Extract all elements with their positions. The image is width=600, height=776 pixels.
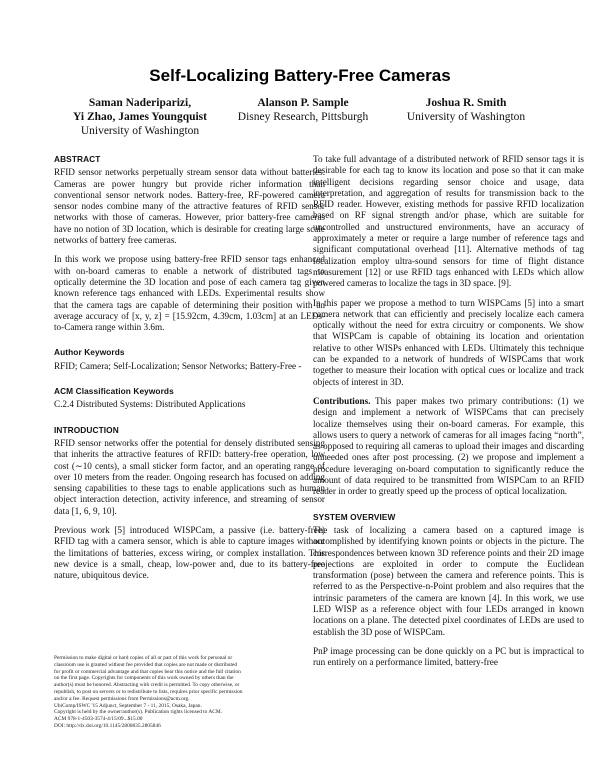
abstract-heading: ABSTRACT bbox=[54, 154, 101, 164]
body-paragraph: In this paper we propose a method to turn WISPCams [5] into a smart camera network that can efficiently and precisely localize each camera optically without the need for extra circuitry or components. We show that WISPCam is capable of obtaining its location and orientation relative to other WISPs enhanced with LEDs. Ultimately this technique can be expanded to a network of hundreds of WISPCams that work together to measure their location with optical cues or localize and track objects of interest in 3D. bbox=[313, 297, 584, 387]
author-block-2 bbox=[218, 96, 388, 124]
footnote-line: for profit or commercial advantage and that copies bear this notice and the full citation bbox=[54, 668, 241, 675]
keywords-text: RFID; Camera; Self-Localization; Sensor Networks; Battery-Free - bbox=[54, 360, 302, 371]
author-block-1 bbox=[60, 96, 220, 138]
system-overview-heading: SYSTEM OVERVIEW bbox=[313, 511, 396, 522]
footnote-line: on the first page. Copyrights for components of this work owned by others than the bbox=[54, 675, 234, 682]
author-affiliation: University of Washington bbox=[406, 111, 526, 123]
acm-heading: ACM Classification Keywords bbox=[54, 386, 174, 397]
intro-paragraph: RFID sensor networks offer the potential for densely distributed sensing that inherits the attractive features of RFID: battery-free operation, low cost (∼10 cents), a small sticker form factor, and an operating range of over 10 meters from the reader. Ongoing research has focused on adding sensing capabilities to these tags to enable applications such as human object interaction detection, activity inference, and streaming of sensor data [1, 6, 9, 10]. bbox=[54, 437, 325, 516]
footnote-line: author(s) must be honored. Abstracting with credit is permitted. To copy otherwise, or bbox=[54, 682, 240, 689]
footnote-line: and/or a fee. Request permissions from Permissions@acm.org. bbox=[54, 695, 190, 702]
copyright-footnote bbox=[54, 655, 322, 730]
author-block-3 bbox=[386, 96, 546, 124]
acm-text: C.2.4 Distributed Systems: Distributed Applications bbox=[54, 399, 246, 410]
author-names: Saman Naderiparizi, bbox=[88, 97, 192, 109]
keywords-heading: Author Keywords bbox=[54, 347, 125, 358]
right-column bbox=[313, 154, 584, 676]
author-names: Joshua R. Smith bbox=[425, 97, 507, 109]
footnote-line: ACM 978-1-4503-3574-4/15/09...$15.00 bbox=[54, 716, 143, 723]
left-column bbox=[54, 154, 325, 590]
footnote-line: DOI: http://dx.doi.org/10.1145/2800835.2805846 bbox=[54, 722, 161, 729]
body-paragraph: To take full advantage of a distributed network of RFID sensor tags it is desirable for each tag to know its location and pose so that it can make intelligent decisions regarding sensor choice and usage, data interpretation, and aggregation of results for transmission back to the RFID reader. However, existing methods for passive RFID localization based on RF signal strength and/or phase, which are suitable for uncontrolled and unstructured environments, have an accuracy of approximately a meter or require a large number of reference tags and significant computational overhead [11]. Alternative methods of tag localization employ ultra-sound sensors for time of flight distance measurement [12] or use RFID tags enhanced with LEDs which allow powered cameras to localize the tags in 3D space. [9]. bbox=[313, 154, 584, 289]
author-names: Alanson P. Sample bbox=[257, 97, 349, 109]
paper-title: Self-Localizing Battery-Free Cameras bbox=[149, 66, 451, 85]
author-affiliation: University of Washington bbox=[80, 125, 200, 137]
footnote-line: Permission to make digital or hard copies of all or part of this work for personal or bbox=[54, 655, 233, 661]
body-paragraph: The task of localizing a camera based on a captured image is accomplished by identifying known points or objects in the picture. The correspondences between known 3D reference points and their 2D image projections are exploited in order to compute the Euclidean transformation (pose) between the camera and reference points. This is referred to as the Perspective-n-Point problem and also requires that the intrinsic parameters of the camera are known [4]. In this work, we use LED WISP as a reference object with four LEDs arranged in known locations on a plane. The detected pixel coordinates of LEDs are used to establish the 3D pose of WISPCam. bbox=[313, 524, 584, 637]
introduction-heading: INTRODUCTION bbox=[54, 424, 119, 435]
abstract-paragraph: RFID sensor networks perpetually stream sensor data without batteries. Cameras are power hungry but provide richer information than conventional sensor network nodes. Battery-free, RF-powered camera sensor nodes combine many of the attractive features of RFID sensor networks with those of cameras. However, prior battery-free cameras have no notion of 3D location, which is desirable for creating large scale networks of battery free cameras. bbox=[54, 167, 325, 246]
author-affiliation: Disney Research, Pittsburgh bbox=[237, 111, 369, 123]
intro-paragraph: Previous work [5] introduced WISPCam, a passive (i.e. battery-free) RFID tag with a camera sensor, which is able to capture images without the limitations of batteries, excess wiring, or complex installation. This new device is a small, cheap, low-power and, due to its battery-free nature, ubiquitous device. bbox=[54, 525, 325, 581]
contributions-paragraph bbox=[313, 396, 584, 498]
contributions-label: Contributions. bbox=[313, 395, 371, 406]
footnote-line: Copyright is held by the owner/author(s). Publication rights licensed to ACM. bbox=[54, 709, 222, 716]
author-names: Yi Zhao, James Youngquist bbox=[73, 111, 207, 123]
body-paragraph: PnP image processing can be done quickly on a PC but is impractical to run entirely on a performance limited, battery-free bbox=[313, 645, 584, 668]
contributions-text: This paper makes two primary contributions: (1) we design and implement a network of WISPCams that can precisely localize themselves using their on-board cameras. For example, this allows users to query a network of cameras for all images facing “north”, as opposed to requiring all cameras to upload their images and discarding unneeded ones after post processing. (2) we propose and implement a procedure leveraging on-board computation to significantly reduce the amount of data required to be transmitted from WISPCam to an RFID reader in order to greatly speed up the process of optical localization. bbox=[313, 395, 584, 497]
footnote-line: UbiComp/ISWC '15 Adjunct, September 7 - 11, 2015, Osaka, Japan. bbox=[54, 702, 202, 709]
footnote-line: classroom use is granted without fee provided that copies are not made or distributed bbox=[54, 661, 238, 668]
abstract-paragraph: In this work we propose using battery-free RFID sensor tags enhanced with on-board cameras to enable a network of distributed tags to optically determine the 3D location and pose of each camera tag given known reference tags enhanced with LEDs. Experimental results show that the camera tags are capable of determining their position with an average accuracy of [x, y, z] = [15.92cm, 4.39cm, 1.03cm] at an LEDs-to-Camera range within 3.6m. bbox=[54, 254, 325, 333]
footnote-line: republish, to post on servers or to redistribute to lists, requires prior specific permission bbox=[54, 688, 243, 695]
